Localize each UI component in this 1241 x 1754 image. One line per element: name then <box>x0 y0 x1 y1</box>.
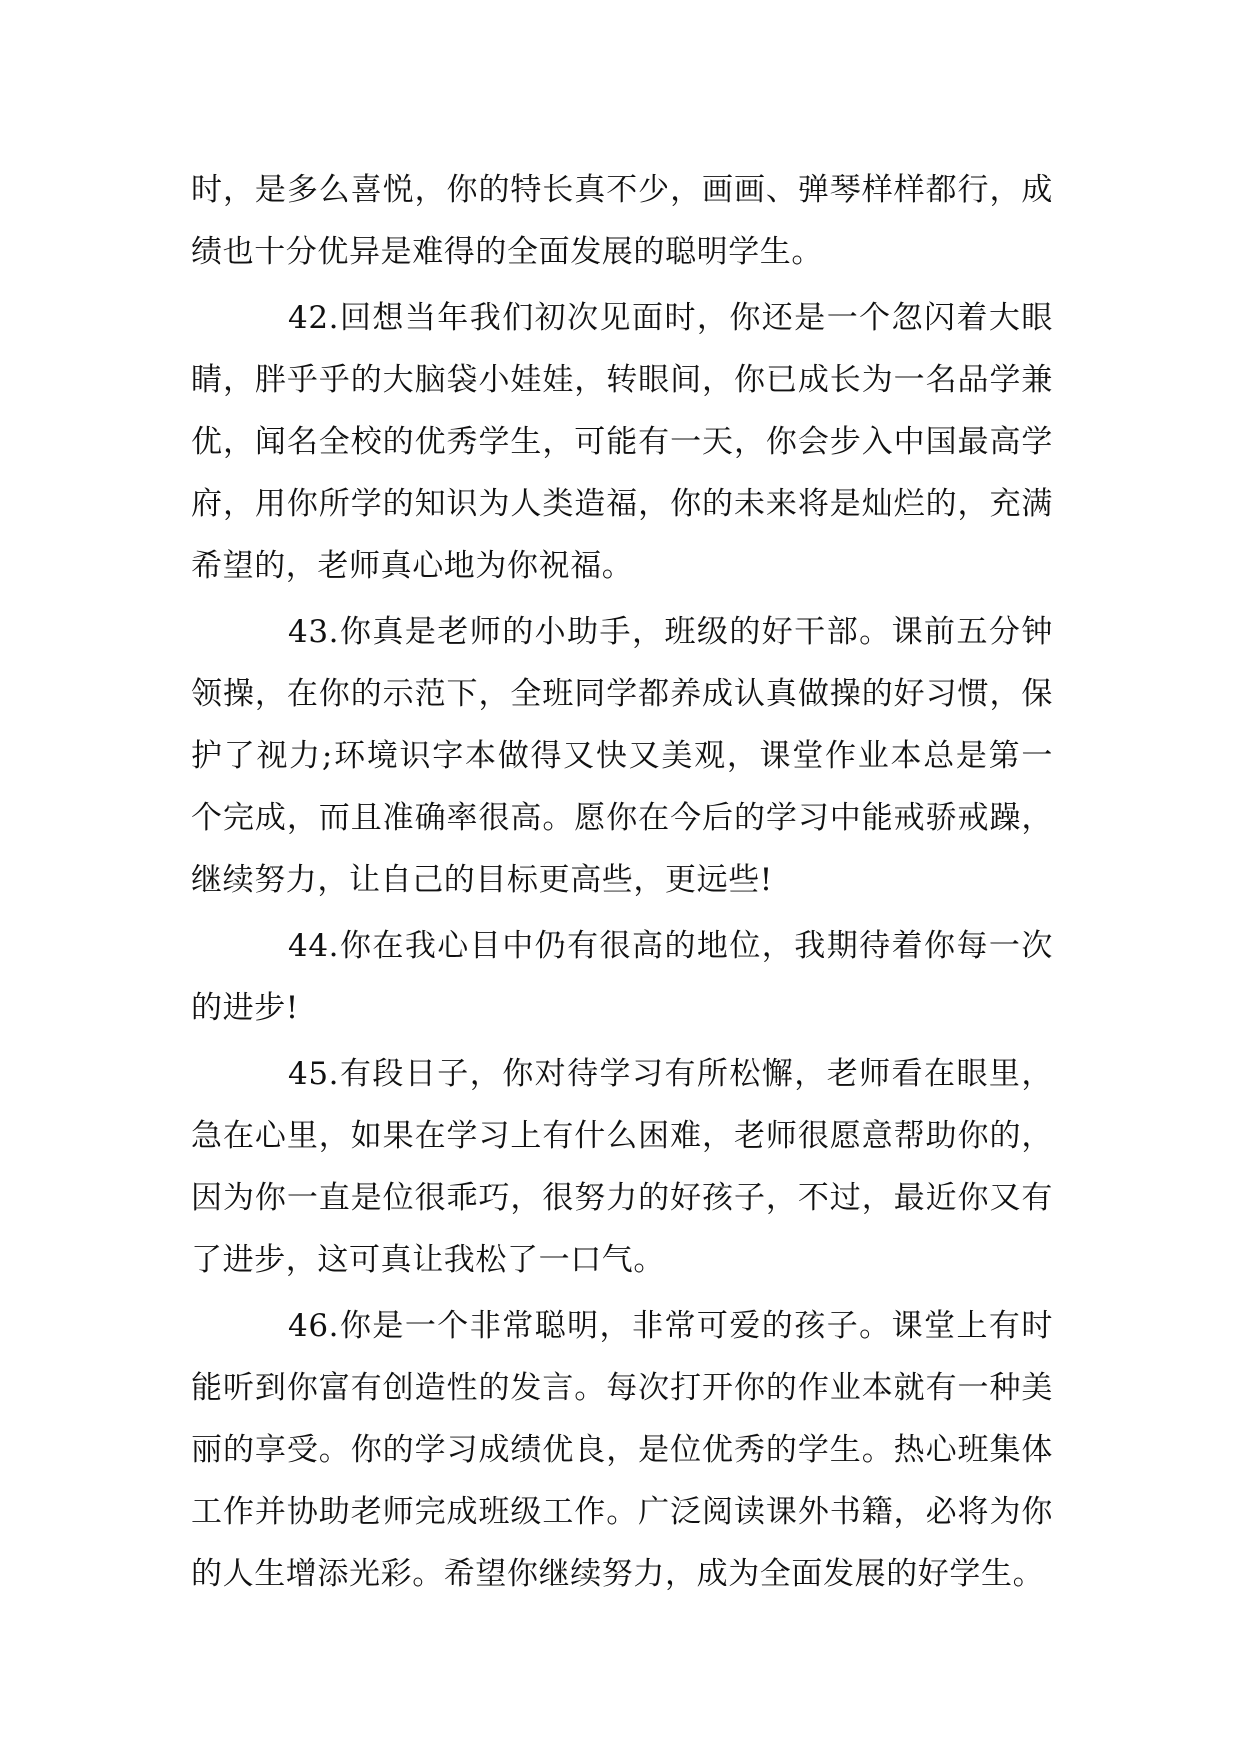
paragraph-43: 43.你真是老师的小助手，班级的好干部。课前五分钟领操，在你的示范下，全班同学都养成认真做操的好习惯，保护了视力;环境识字本做得又快又美观，课堂作业本总是第一个完成，而且准确率很高。愿你在今后的学习中能戒骄戒躁，继续努力，让自己的目标更高些，更远些! <box>191 614 1053 898</box>
paragraph-continued: 时，是多么喜悦，你的特长真不少，画画、弹琴样样都行，成绩也十分优异是难得的全面发展的聪明学生。 <box>191 172 1053 270</box>
paragraph-44: 44.你在我心目中仍有很高的地位，我期待着你每一次的进步! <box>191 928 1053 1026</box>
document-body <box>191 159 1053 1609</box>
paragraph-42: 42.回想当年我们初次见面时，你还是一个忽闪着大眼睛，胖乎乎的大脑袋小娃娃，转眼间，你已成长为一名品学兼优，闻名全校的优秀学生，可能有一天，你会步入中国最高学府，用你所学的知识为人类造福，你的未来将是灿烂的，充满希望的，老师真心地为你祝福。 <box>191 300 1053 584</box>
paragraph-46: 46.你是一个非常聪明，非常可爱的孩子。课堂上有时能听到你富有创造性的发言。每次打开你的作业本就有一种美丽的享受。你的学习成绩优良，是位优秀的学生。热心班集体工作并协助老师完成班级工作。广泛阅读课外书籍，必将为你的人生增添光彩。希望你继续努力，成为全面发展的好学生。 <box>191 1308 1053 1592</box>
paragraph-45: 45.有段日子，你对待学习有所松懈，老师看在眼里，急在心里，如果在学习上有什么困难，老师很愿意帮助你的，因为你一直是位很乖巧，很努力的好孩子，不过，最近你又有了进步，这可真让我松了一口气。 <box>191 1056 1053 1278</box>
